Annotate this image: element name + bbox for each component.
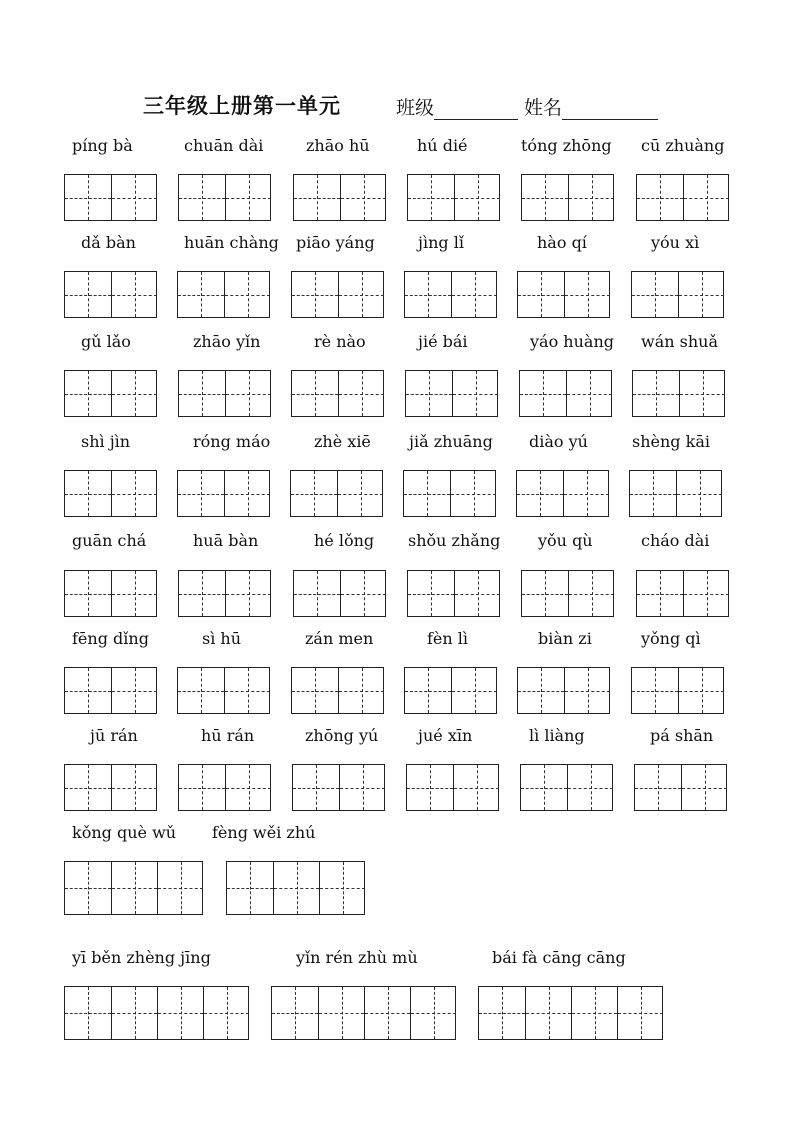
writing-grid[interactable]: [631, 667, 724, 714]
character-cell[interactable]: [338, 272, 384, 317]
character-cell[interactable]: [568, 571, 614, 616]
pinyin-label: jié bái: [418, 332, 468, 351]
pinyin-label: cū zhuàng: [641, 136, 725, 155]
writing-grid[interactable]: [64, 764, 157, 811]
writing-grid[interactable]: [405, 370, 498, 417]
character-cell[interactable]: [111, 571, 157, 616]
pinyin-label: hú dié: [417, 136, 468, 155]
writing-grid[interactable]: [178, 570, 271, 617]
writing-grid[interactable]: [64, 667, 157, 714]
character-cell[interactable]: [617, 987, 663, 1039]
writing-grid[interactable]: [521, 570, 614, 617]
pinyin-label: tóng zhōng: [521, 136, 612, 155]
character-cell[interactable]: [454, 571, 500, 616]
character-cell[interactable]: [681, 765, 727, 810]
writing-grid[interactable]: [178, 370, 271, 417]
pinyin-label: huā bàn: [193, 531, 259, 550]
writing-grid[interactable]: [64, 470, 157, 517]
writing-grid[interactable]: [64, 861, 203, 915]
character-cell[interactable]: [178, 471, 224, 516]
character-cell[interactable]: [157, 987, 203, 1039]
character-cell[interactable]: [111, 272, 157, 317]
writing-grid[interactable]: [478, 986, 663, 1040]
character-cell[interactable]: [683, 175, 729, 220]
character-cell[interactable]: [319, 862, 365, 914]
character-cell[interactable]: [630, 471, 676, 516]
character-cell[interactable]: [225, 175, 271, 220]
pinyin-label: piāo yáng: [296, 233, 375, 252]
writing-grid[interactable]: [177, 470, 270, 517]
pinyin-label: biàn zi: [538, 629, 592, 648]
writing-grid[interactable]: [64, 570, 157, 617]
writing-grid[interactable]: [291, 370, 384, 417]
character-cell[interactable]: [111, 371, 157, 416]
pinyin-label: yī běn zhèng jīng: [72, 948, 211, 967]
character-cell[interactable]: [224, 471, 270, 516]
writing-grid[interactable]: [64, 986, 249, 1040]
pinyin-label: zhāo yǐn: [193, 332, 261, 351]
pinyin-label: cháo dài: [641, 531, 710, 550]
character-cell[interactable]: [340, 175, 386, 220]
character-cell[interactable]: [564, 668, 610, 713]
name-label: 姓名: [524, 97, 563, 119]
character-cell[interactable]: [292, 668, 338, 713]
character-cell[interactable]: [339, 765, 385, 810]
character-cell[interactable]: [178, 668, 224, 713]
character-cell[interactable]: [65, 862, 111, 914]
character-cell[interactable]: [637, 175, 683, 220]
character-cell[interactable]: [293, 765, 339, 810]
pinyin-label: fēng dǐng: [72, 629, 149, 648]
character-cell[interactable]: [406, 371, 452, 416]
character-cell[interactable]: [292, 272, 338, 317]
writing-grid[interactable]: [636, 174, 729, 221]
writing-grid[interactable]: [403, 470, 496, 517]
pinyin-label: píng bà: [72, 136, 133, 155]
character-cell[interactable]: [111, 175, 157, 220]
character-cell[interactable]: [179, 571, 225, 616]
character-cell[interactable]: [635, 765, 681, 810]
character-cell[interactable]: [178, 272, 224, 317]
writing-grid[interactable]: [178, 174, 271, 221]
writing-grid[interactable]: [177, 271, 270, 318]
writing-grid[interactable]: [271, 986, 456, 1040]
character-cell[interactable]: [179, 765, 225, 810]
character-cell[interactable]: [479, 987, 525, 1039]
pinyin-label: rè nào: [314, 332, 366, 351]
writing-grid[interactable]: [64, 174, 157, 221]
character-cell[interactable]: [522, 571, 568, 616]
pinyin-label: zhāo hū: [306, 136, 370, 155]
pinyin-label: jué xīn: [418, 726, 473, 745]
character-cell[interactable]: [157, 862, 203, 914]
class-blank[interactable]: [434, 99, 518, 120]
writing-grid[interactable]: [519, 370, 612, 417]
character-cell[interactable]: [676, 471, 722, 516]
character-cell[interactable]: [405, 668, 451, 713]
character-cell[interactable]: [65, 668, 111, 713]
character-cell[interactable]: [292, 371, 338, 416]
writing-grid[interactable]: [291, 271, 384, 318]
character-cell[interactable]: [227, 862, 273, 914]
character-cell[interactable]: [679, 371, 725, 416]
pinyin-label: guān chá: [72, 531, 147, 550]
character-cell[interactable]: [525, 987, 571, 1039]
character-cell[interactable]: [65, 371, 111, 416]
character-cell[interactable]: [404, 471, 450, 516]
pinyin-label: gǔ lǎo: [81, 332, 131, 351]
writing-grid[interactable]: [177, 667, 270, 714]
pinyin-label: jiǎ zhuāng: [409, 432, 493, 451]
writing-grid[interactable]: [290, 470, 383, 517]
page-title: 三年级上册第一单元: [143, 94, 341, 118]
writing-grid[interactable]: [64, 271, 157, 318]
character-cell[interactable]: [294, 571, 340, 616]
character-cell[interactable]: [225, 571, 271, 616]
writing-grid[interactable]: [629, 470, 722, 517]
pinyin-label: chuān dài: [184, 136, 264, 155]
character-cell[interactable]: [272, 987, 318, 1039]
character-cell[interactable]: [408, 571, 454, 616]
character-cell[interactable]: [518, 272, 564, 317]
pinyin-label: zán men: [305, 629, 374, 648]
character-cell[interactable]: [338, 668, 384, 713]
writing-grid[interactable]: [406, 764, 499, 811]
character-cell[interactable]: [338, 371, 384, 416]
pinyin-label: shǒu zhǎng: [408, 531, 501, 550]
character-cell[interactable]: [453, 765, 499, 810]
character-cell[interactable]: [518, 668, 564, 713]
character-cell[interactable]: [451, 272, 497, 317]
character-cell[interactable]: [291, 471, 337, 516]
character-cell[interactable]: [407, 765, 453, 810]
character-cell[interactable]: [405, 272, 451, 317]
writing-grid[interactable]: [293, 174, 386, 221]
pinyin-label: diào yú: [529, 432, 588, 451]
character-cell[interactable]: [568, 175, 614, 220]
name-field[interactable]: [524, 93, 658, 120]
writing-grid[interactable]: [521, 174, 614, 221]
character-cell[interactable]: [633, 371, 679, 416]
character-cell[interactable]: [364, 987, 410, 1039]
writing-grid[interactable]: [404, 271, 497, 318]
character-cell[interactable]: [225, 765, 271, 810]
pinyin-label: fèng wěi zhú: [212, 823, 316, 842]
writing-grid[interactable]: [636, 570, 729, 617]
pinyin-label: róng máo: [193, 432, 271, 451]
writing-grid[interactable]: [292, 764, 385, 811]
pinyin-label: dǎ bàn: [81, 233, 136, 252]
class-field[interactable]: [396, 93, 518, 120]
character-cell[interactable]: [520, 371, 566, 416]
character-cell[interactable]: [522, 175, 568, 220]
character-cell[interactable]: [632, 272, 678, 317]
character-cell[interactable]: [564, 272, 610, 317]
character-cell[interactable]: [65, 272, 111, 317]
character-cell[interactable]: [521, 765, 567, 810]
character-cell[interactable]: [632, 668, 678, 713]
character-cell[interactable]: [111, 471, 157, 516]
character-cell[interactable]: [273, 862, 319, 914]
writing-grid[interactable]: [291, 667, 384, 714]
writing-grid[interactable]: [64, 370, 157, 417]
writing-grid[interactable]: [632, 370, 725, 417]
character-cell[interactable]: [408, 175, 454, 220]
character-cell[interactable]: [294, 175, 340, 220]
character-cell[interactable]: [637, 571, 683, 616]
character-cell[interactable]: [224, 272, 270, 317]
character-cell[interactable]: [563, 471, 609, 516]
pinyin-label: yǒng qì: [641, 629, 701, 648]
character-cell[interactable]: [65, 471, 111, 516]
character-cell[interactable]: [318, 987, 364, 1039]
character-cell[interactable]: [451, 668, 497, 713]
character-cell[interactable]: [65, 987, 111, 1039]
pinyin-label: yóu xì: [651, 233, 700, 252]
pinyin-label: lì liàng: [529, 726, 585, 745]
character-cell[interactable]: [111, 668, 157, 713]
pinyin-label: fèn lì: [427, 629, 469, 648]
character-cell[interactable]: [111, 987, 157, 1039]
writing-grid[interactable]: [226, 861, 365, 915]
pinyin-label: yáo huàng: [530, 332, 614, 351]
pinyin-label: zhōng yú: [305, 726, 379, 745]
character-cell[interactable]: [111, 862, 157, 914]
character-cell[interactable]: [337, 471, 383, 516]
writing-grid[interactable]: [517, 667, 610, 714]
pinyin-label: huān chàng: [184, 233, 279, 252]
writing-grid[interactable]: [407, 174, 500, 221]
character-cell[interactable]: [678, 272, 724, 317]
pinyin-label: yǐn rén zhù mù: [296, 948, 418, 967]
character-cell[interactable]: [454, 175, 500, 220]
character-cell[interactable]: [567, 765, 613, 810]
character-cell[interactable]: [683, 571, 729, 616]
writing-grid[interactable]: [293, 570, 386, 617]
character-cell[interactable]: [179, 371, 225, 416]
character-cell[interactable]: [224, 668, 270, 713]
class-label: 班级: [396, 97, 435, 119]
pinyin-label: wán shuǎ: [641, 332, 718, 351]
writing-grid[interactable]: [407, 570, 500, 617]
pinyin-label: jū rán: [90, 726, 138, 745]
character-cell[interactable]: [571, 987, 617, 1039]
character-cell[interactable]: [566, 371, 612, 416]
pinyin-label: hū rán: [201, 726, 255, 745]
writing-grid[interactable]: [404, 667, 497, 714]
writing-grid[interactable]: [178, 764, 271, 811]
pinyin-label: shì jìn: [81, 432, 131, 451]
character-cell[interactable]: [340, 571, 386, 616]
pinyin-label: hé lǒng: [314, 531, 375, 550]
pinyin-label: shèng kāi: [632, 432, 710, 451]
pinyin-label: pá shān: [650, 726, 714, 745]
name-blank[interactable]: [562, 99, 658, 120]
pinyin-label: hào qí: [537, 233, 587, 252]
character-cell[interactable]: [179, 175, 225, 220]
character-cell[interactable]: [517, 471, 563, 516]
character-cell[interactable]: [65, 175, 111, 220]
character-cell[interactable]: [65, 571, 111, 616]
pinyin-label: kǒng què wǔ: [72, 823, 177, 842]
pinyin-label: zhè xiē: [314, 432, 371, 451]
character-cell[interactable]: [452, 371, 498, 416]
writing-grid[interactable]: [520, 764, 613, 811]
character-cell[interactable]: [410, 987, 456, 1039]
pinyin-label: bái fà cāng cāng: [492, 948, 626, 967]
character-cell[interactable]: [225, 371, 271, 416]
character-cell[interactable]: [203, 987, 249, 1039]
character-cell[interactable]: [678, 668, 724, 713]
character-cell[interactable]: [65, 765, 111, 810]
pinyin-label: yǒu qù: [538, 531, 593, 550]
writing-grid[interactable]: [631, 271, 724, 318]
pinyin-label: jìng lǐ: [418, 233, 464, 252]
character-cell[interactable]: [450, 471, 496, 516]
pinyin-label: sì hū: [202, 629, 242, 648]
writing-grid[interactable]: [634, 764, 727, 811]
writing-grid[interactable]: [516, 470, 609, 517]
character-cell[interactable]: [111, 765, 157, 810]
writing-grid[interactable]: [517, 271, 610, 318]
